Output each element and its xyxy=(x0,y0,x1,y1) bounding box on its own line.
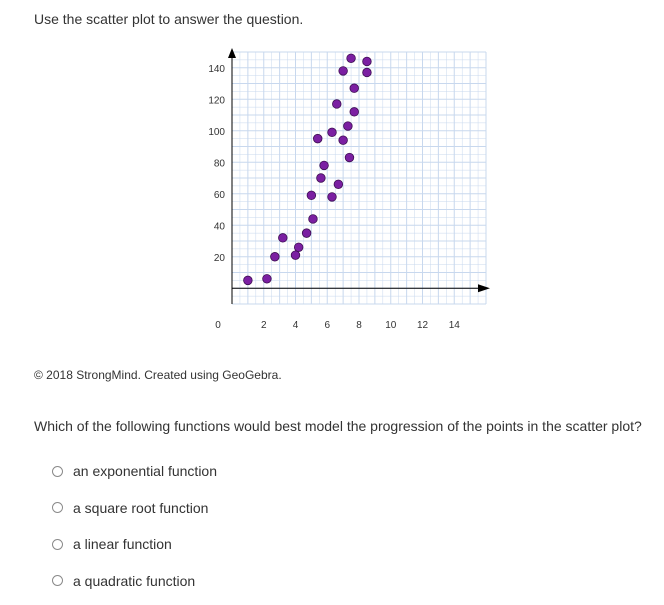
question-text: Which of the following functions would best model the progression of the points in the scatter plot? xyxy=(34,418,642,434)
option-label: a linear function xyxy=(73,536,172,552)
scatter-plot-svg xyxy=(190,42,500,332)
y-tick-label: 140 xyxy=(208,63,225,75)
data-point xyxy=(291,251,300,260)
answer-options xyxy=(52,461,217,605)
y-tick-label: 20 xyxy=(213,252,225,264)
data-point xyxy=(345,153,354,162)
y-tick-label: 80 xyxy=(213,158,225,170)
copyright-text: © 2018 StrongMind. Created using GeoGebra. xyxy=(34,368,282,382)
option-square-root[interactable] xyxy=(52,498,217,518)
y-tick-label: 60 xyxy=(213,189,225,201)
data-point xyxy=(302,229,311,238)
x-tick-label: 2 xyxy=(260,320,267,331)
data-point xyxy=(332,100,341,109)
data-point xyxy=(328,128,337,137)
radio-button[interactable] xyxy=(52,502,63,513)
x-tick-label: 8 xyxy=(356,320,362,331)
data-point xyxy=(328,193,337,202)
data-point xyxy=(347,54,356,63)
option-quadratic[interactable] xyxy=(52,571,217,591)
x-tick-label: 0 xyxy=(215,320,221,331)
data-point xyxy=(294,243,303,252)
x-tick-label: 14 xyxy=(448,320,460,331)
scatter-plot xyxy=(190,42,500,332)
x-tick-label: 6 xyxy=(324,320,331,331)
data-point xyxy=(344,122,353,131)
radio-button[interactable] xyxy=(52,539,63,550)
option-label: a quadratic function xyxy=(73,572,196,589)
y-tick-label: 120 xyxy=(208,95,225,107)
data-point xyxy=(317,174,326,183)
option-exponential[interactable] xyxy=(52,461,217,481)
radio-button[interactable] xyxy=(52,575,63,586)
option-label: an exponential function xyxy=(73,463,217,479)
data-point xyxy=(350,108,359,117)
option-linear[interactable] xyxy=(52,534,217,554)
data-point xyxy=(339,67,348,76)
prompt-text: Use the scatter plot to answer the question. xyxy=(34,11,304,27)
y-axis-arrow xyxy=(228,48,236,58)
data-point xyxy=(313,134,322,143)
data-point xyxy=(350,84,359,93)
data-point xyxy=(279,234,288,243)
radio-button[interactable] xyxy=(52,466,63,477)
data-point xyxy=(334,180,343,189)
option-label: a square root function xyxy=(73,499,209,516)
data-point xyxy=(271,252,280,261)
data-point xyxy=(263,275,272,284)
x-tick-label: 12 xyxy=(416,320,429,331)
x-tick-label: 4 xyxy=(292,320,299,331)
y-tick-label: 40 xyxy=(213,221,225,233)
data-point xyxy=(339,136,348,145)
x-tick-label: 10 xyxy=(385,320,397,331)
data-point xyxy=(244,276,253,285)
data-point xyxy=(309,215,318,224)
data-point xyxy=(320,161,329,170)
y-tick-label: 100 xyxy=(208,126,225,138)
data-point xyxy=(363,68,372,77)
x-axis-arrow xyxy=(478,284,490,292)
data-point xyxy=(363,57,372,66)
data-point xyxy=(307,191,316,200)
